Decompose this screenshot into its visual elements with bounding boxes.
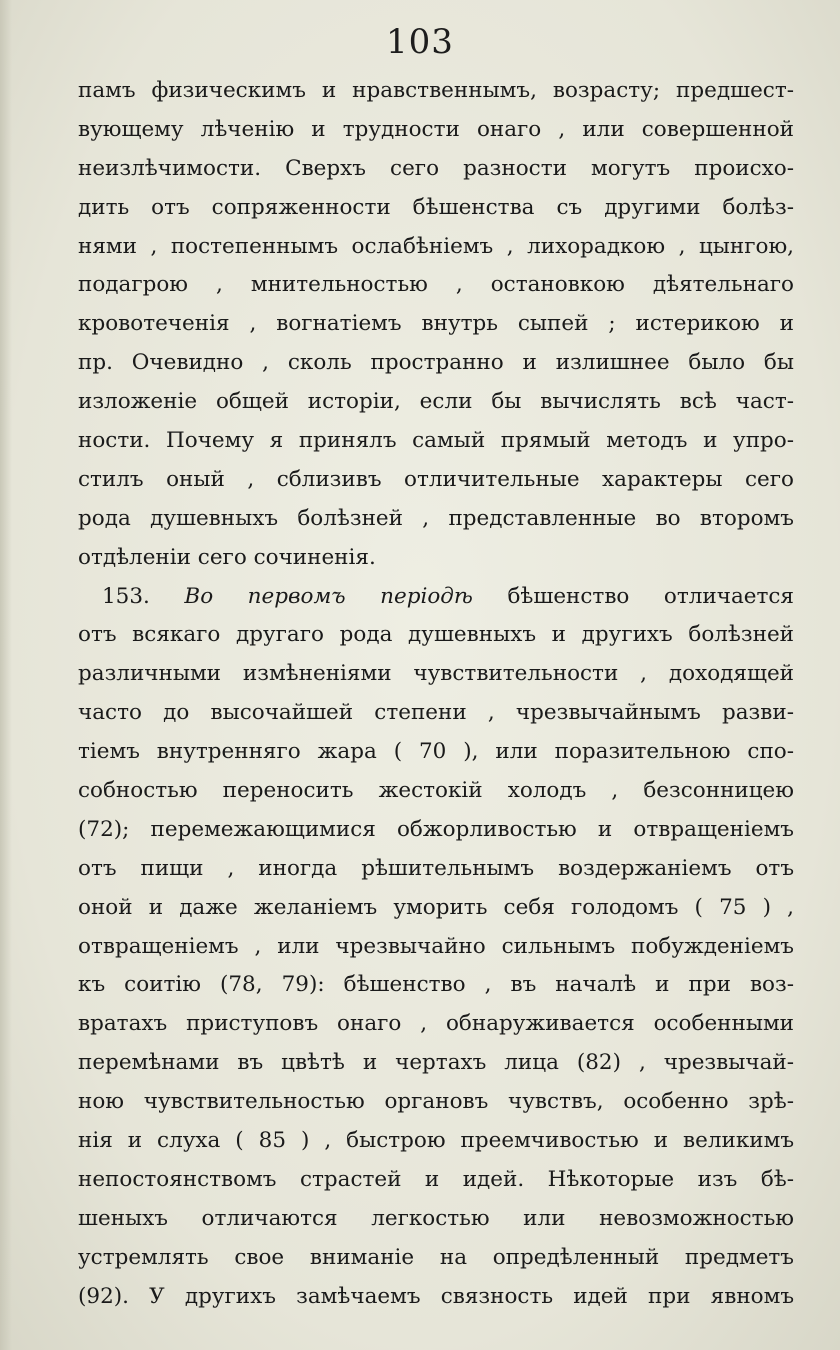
text-line: отъ пищи , иногда рѣшительнымъ воздержаніемъ отъ	[78, 855, 794, 881]
italic-lead: Во первомъ періодѣ	[184, 583, 473, 609]
text-line: кровотеченія , вогнатіемъ внутрь сыпей ; истерикою и	[78, 311, 794, 337]
text-line: оной и даже желаніемъ уморить себя голодомъ ( 75 ) ,	[78, 894, 794, 920]
text-line: устремлять свое вниманіе на опредѣленный предметъ	[78, 1244, 794, 1270]
text-line: отдѣленіи сего сочиненія.	[78, 544, 376, 570]
body-text	[78, 72, 794, 1317]
text-line: тіемъ внутренняго жара ( 70 ), или поразительною спо-	[78, 739, 794, 765]
text-line: дить отъ сопряженности бѣшенства съ другими болѣз-	[78, 194, 794, 220]
text-line: пр. Очевидно , сколь пространно и излишнее было бы	[78, 350, 794, 376]
text-line: отъ всякаго другаго рода душевныхъ и другихъ болѣзней	[78, 622, 794, 648]
text-line: памъ физическимъ и нравственнымъ, возрасту; предшест-	[78, 78, 794, 103]
text-line: (92). У другихъ замѣчаемъ связность идей при явномъ	[78, 1283, 794, 1309]
text-line: неизлѣчимости. Сверхъ сего разности могутъ происхо-	[78, 155, 794, 181]
text-line: рода душевныхъ болѣзней , представленные во второмъ	[78, 505, 794, 531]
text-line: нія и слуха ( 85 ) , быстрою преемчивостью и великимъ	[78, 1128, 794, 1154]
paragraph-number: 153.	[102, 583, 150, 609]
text-line: изложеніе общей исторіи, если бы вычислять всѣ част-	[78, 389, 794, 415]
page-number: 103	[386, 22, 454, 62]
text-line: вующему лѣченію и трудности онаго , или совершенной	[78, 116, 794, 142]
text-line: отвращеніемъ , или чрезвычайно сильнымъ побужденіемъ	[78, 933, 794, 959]
text-line: (72); перемежающимися обжорливостью и отвращеніемъ	[78, 816, 794, 842]
paragraph-first-line	[78, 578, 794, 617]
text-line: ною чувствительностью органовъ чувствъ, особенно зрѣ-	[78, 1089, 794, 1115]
text-line: шеныхъ отличаются легкостью или невозможностью	[78, 1205, 794, 1231]
text-line: нями , постепеннымъ ослабѣніемъ , лихорадкою , цынгою,	[78, 233, 794, 259]
text-line: перемѣнами въ цвѣтѣ и чертахъ лица (82) , чрезвычай-	[78, 1050, 794, 1076]
page-binding-shadow	[0, 0, 12, 1350]
text-line: подагрою , мнительностью , остановкою дѣятельнаго	[78, 272, 794, 298]
text-line: собностью переносить жестокій холодъ , безсонницею	[78, 778, 794, 804]
text-line: вратахъ приступовъ онаго , обнаруживается особенными	[78, 1011, 794, 1037]
text-line: различными измѣненіями чувствительности , доходящей	[78, 661, 794, 687]
text-line: непостоянствомъ страстей и идей. Нѣкоторые изъ бѣ-	[78, 1166, 794, 1192]
first-line-rest: бѣшенство отличается	[507, 583, 794, 609]
text-line: стилъ оный , сблизивъ отличительные характеры сего	[78, 466, 794, 492]
text-line: часто до высочайшей степени , чрезвычайнымъ разви-	[78, 700, 794, 726]
text-line: къ соитію (78, 79): бѣшенство , въ началѣ и при воз-	[78, 972, 794, 998]
text-line: ности. Почему я принялъ самый прямый методъ и упро-	[78, 428, 794, 454]
